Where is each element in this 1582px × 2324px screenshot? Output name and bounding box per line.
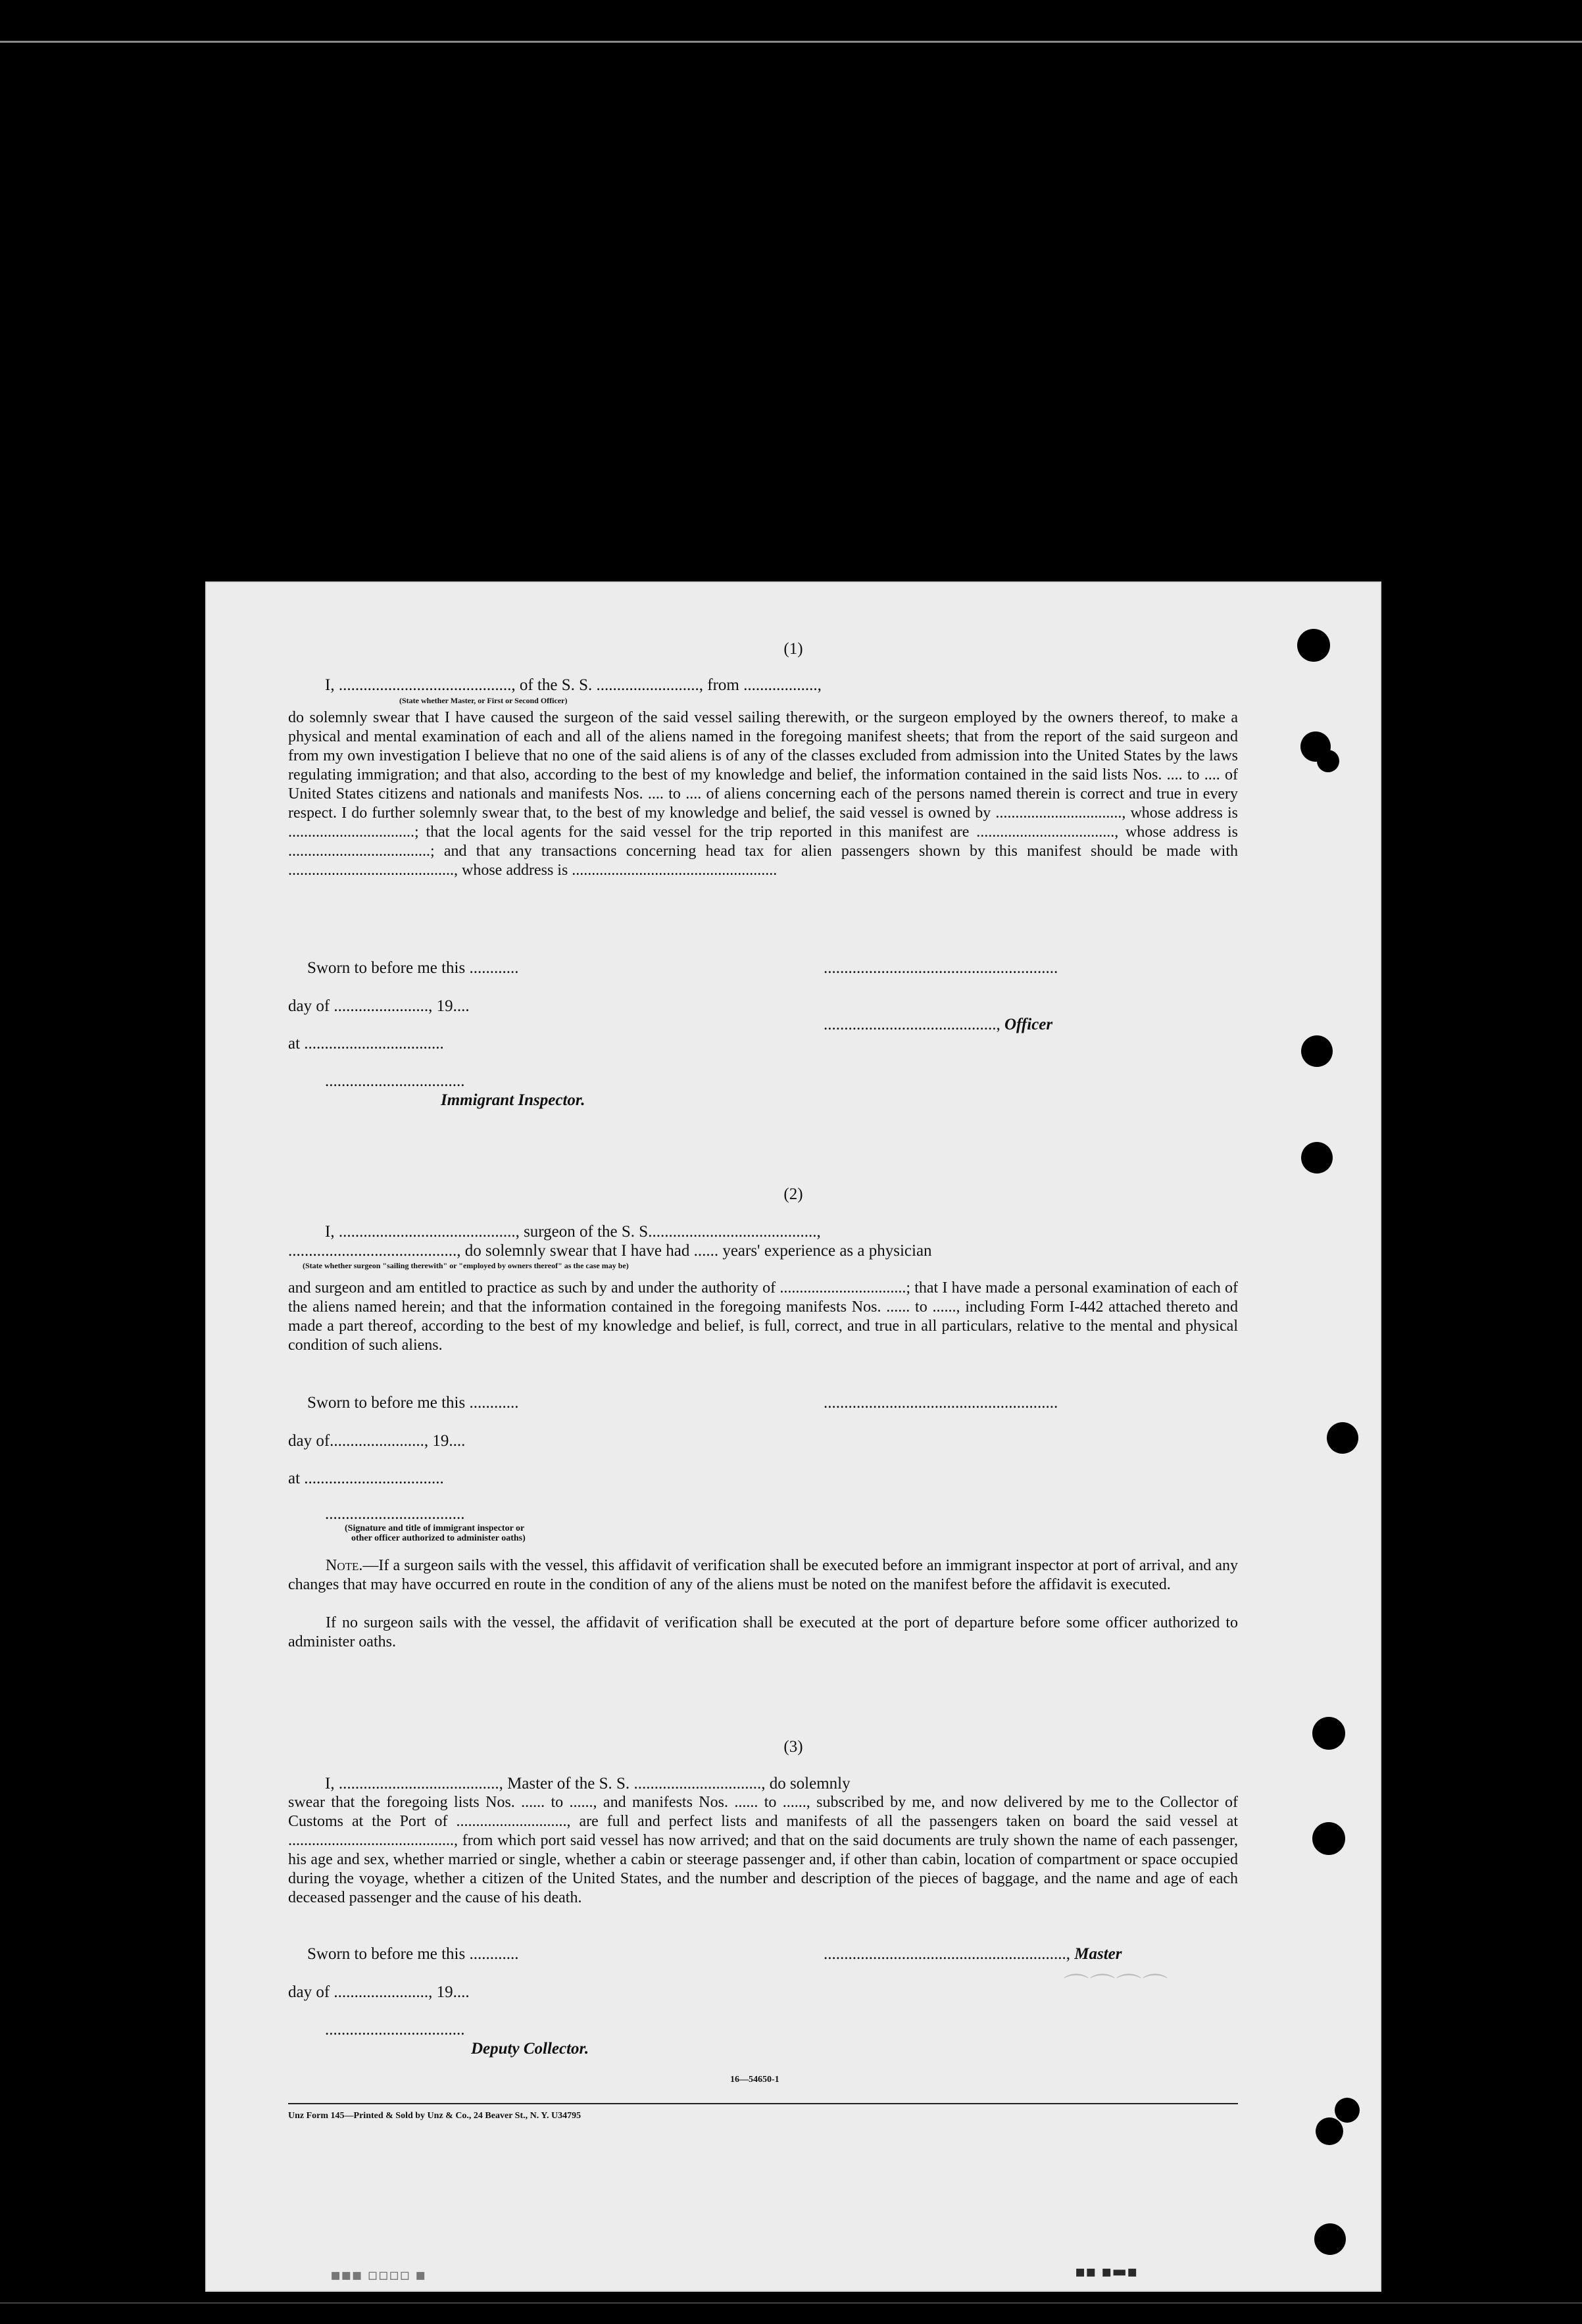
section-3-number: (3) [783,1738,803,1756]
surgeon-status-blank: ......................................... [288,1242,457,1260]
section-1-signature-line: ......................................................... [824,959,1058,977]
section-2-inspector-signature: .................................. [325,1505,465,1523]
section-2-signature-caption-1: (Signature and title of immigrant inspector or [345,1523,525,1533]
section-2-note-1: Note.—If a surgeon sails with the vessel, this affidavit of verification shall be executed before an immigrant inspector at port of arrival, and any changes that may have occurred en route in the condition of any of the aliens must be noted on the manifest before the affidavit is executed. [288,1557,1238,1593]
pronoun-i: I, [325,1223,335,1241]
punch-hole [1312,1717,1345,1750]
pronoun-i: I, [325,676,335,694]
section-1-day-line: day of ......................., 19.... [288,997,470,1015]
section-3-day-line: day of ......................., 19.... [288,1983,470,2001]
section-1-at-line: at .................................. [288,1035,444,1052]
section-1-first-line [325,676,822,695]
section-1-oath-text: do solemnly swear that I have caused the surgeon of the said vessel sailing therewith, or the surgeon employed by the owners thereof, to make a physical and mental examination of each and all of the aliens named in the foregoing manifest sheets; that from the report of the said surgeon and from my own investigation I believe that no one of the said aliens is of any of the classes excluded from admission into the United States by the laws regulating immigration; and that also, according to the best of my knowledge and belief, the information contained in the said lists Nos. .... to .... of United States citizens and nationals and manifests Nos. .... to .... of aliens concerning each of the persons named therein is correct and true in every respect. I do further solemnly swear that, to the best of my knowledge and belief, the said vessel is owned by ................................, whose address is ................................; that the local agents for the said vessel for the trip reported in this manifest are ..................................., whose address is ....................................; and that any transactions concerning head tax for alien passengers shown by this manifest should be made with .........................................., whose address is .................................................... [288,709,1238,879]
master-label: Master [1074,1945,1122,1963]
scan-top-rule [0,41,1582,43]
bottom-scrawl-mark: ▪▪ ▪▬▪ [1075,2262,1138,2281]
section-2-note-2: If no surgeon sails with the vessel, the affidavit of verification shall be executed at the port of departure before some officer authorized to administer oaths. [288,1614,1238,1650]
section-2-signature-caption-2: other officer authorized to administer oaths) [351,1533,526,1543]
scan-bottom-rule [0,2302,1582,2304]
punch-hole [1301,1035,1333,1067]
from-port-blank: .................., [743,676,822,694]
section-2-first-line [325,1222,821,1241]
punch-hole [1297,629,1330,662]
bottom-left-smudge: ▪▪▪ ▫▫▫▫ ▪ [330,2265,426,2284]
vessel-name-blank: ........................................, [652,1223,821,1241]
vessel-name-blank: ............................... [633,1775,762,1792]
section-2-sworn-line: Sworn to before me this ............ [307,1394,519,1412]
from-label: , from [699,676,739,694]
vessel-name-blank: ......................... [596,676,699,694]
punch-hole [1312,1822,1345,1855]
section-3-master-line: ..........................................................., Master [824,1945,1122,1963]
faint-handwriting-mark: ⌒⌒⌒⌒ [1064,1972,1170,2001]
section-2-surgeon-caption: (State whether surgeon "sailing therewith" or "employed by owners thereof" as the case may be) [303,1261,629,1270]
officer-signature-blank: .......................................... [824,1016,997,1033]
footer-rule [288,2103,1238,2104]
manifest-affidavit-page [205,581,1381,2292]
surgeon-name-blank: ........................................... [338,1223,516,1241]
section-1-officer-line: .........................................., Officer [824,1016,1053,1033]
section-2-signature-line: ......................................................... [824,1394,1058,1412]
section-2-second-line [288,1241,932,1260]
printer-imprint: Unz Form 145—Printed & Sold by Unz & Co., 24 Beaver St., N. Y. U34795 [288,2111,581,2121]
section-1-inspector-signature: .................................. [325,1072,465,1090]
section-3-sworn-line: Sworn to before me this ............ [307,1945,519,1963]
form-number: 16—54650-1 [730,2075,779,2085]
note-label: Note. [326,1557,363,1574]
section-2-oath-text: and surgeon and am entitled to practice as such by and under the authority of ................................; that I have made a personal examination of each of the aliens named herein; and that the information contained in the foregoing manifests Nos. ...... to ......, including Form I-442 attached thereto and made a part thereof, according to the best of my knowledge and belief, is full, correct, and true in all particulars, relative to the mental and physical condition of such aliens. [288,1279,1238,1354]
section-2-at-line: at .................................. [288,1470,444,1487]
punch-hole [1301,1142,1333,1174]
of-ss-label: , of the S. S. [511,676,593,694]
section-1-officer-caption: (State whether Master, or First or Second Officer) [399,696,568,705]
master-name-blank: ....................................... [338,1775,499,1792]
pronoun-i: I, [325,1775,335,1792]
section-3-oath-text: swear that the foregoing lists Nos. ...... to ......, and manifests Nos. ...... to ......, subscribed by me, and now delivered by me to the Collector of Customs at the Port of ............................, are full and perfect lists and manifests of all the passengers taken on board the said vessel at .........................................., from which port said vessel has now arrived; and that on the said documents are truly shown the name of each passenger, his age and sex, whether married or single, whether a cabin or steerage passenger and, if other than cabin, location of compartment or space occupied during the voyage, whether a citizen of the United States, and the number and description of the pieces of baggage, and the name and age of each deceased passenger and the cause of his death. [288,1794,1238,1906]
section-1-number: (1) [783,640,803,658]
punch-hole [1316,2117,1343,2145]
section-2-day-line: day of......................., 19.... [288,1432,466,1450]
punch-hole [1314,2223,1346,2255]
deputy-collector-label: Deputy Collector. [471,2040,589,2058]
surgeon-of-ss-label: , surgeon of the S. S. [515,1223,653,1241]
master-signature-blank: ........................................................... [824,1945,1066,1963]
master-of-ss-label: , Master of the S. S. [499,1775,630,1792]
punch-hole [1327,1422,1358,1454]
section-3-first-line: I, ......................................., Master of the S. S. ..............................., do solemnly [325,1775,851,1792]
punch-hole [1335,2098,1360,2123]
master-name-blank: .......................................... [338,676,512,694]
section-1-sworn-line: Sworn to before me this ............ [307,959,519,977]
section-3-collector-signature: .................................. [325,2021,465,2039]
section-2-number: (2) [783,1185,803,1203]
officer-label: Officer [1004,1016,1053,1033]
immigrant-inspector-label: Immigrant Inspector. [441,1091,585,1109]
punch-hole [1317,750,1339,772]
surgeon-oath-start: , do solemnly swear that I have had ...... years' experience as a physician [457,1242,932,1260]
